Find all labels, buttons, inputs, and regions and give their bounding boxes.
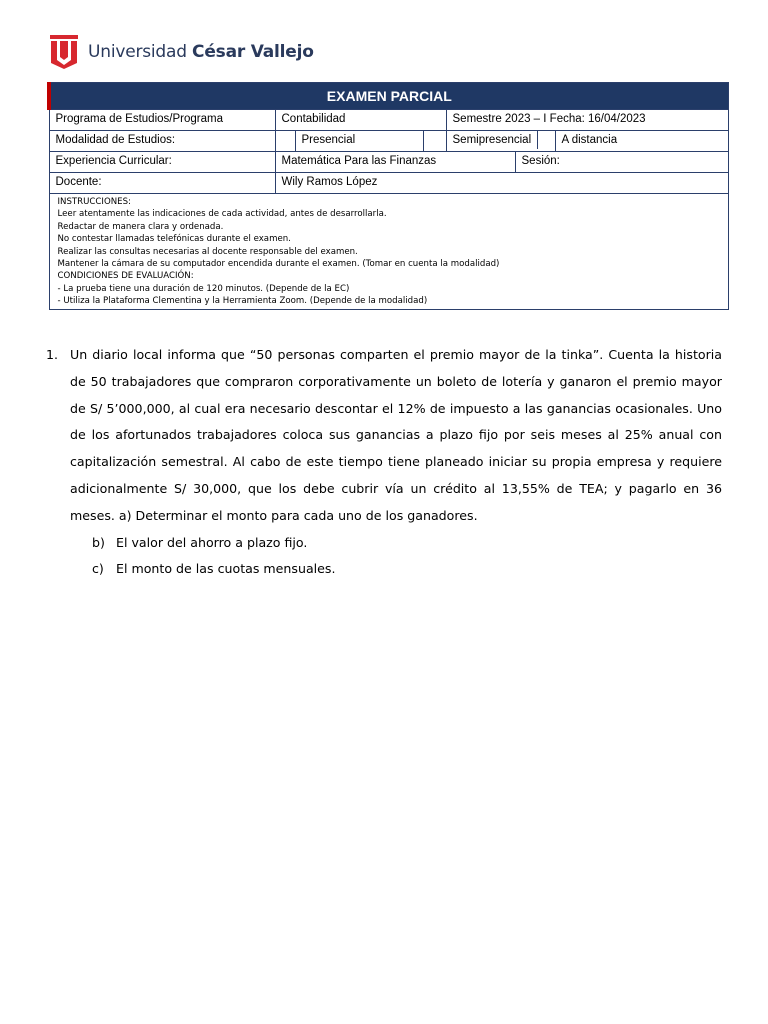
exam-info-table — [47, 82, 729, 310]
sub-item-text: El valor del ahorro a plazo fijo. — [116, 534, 308, 550]
modality-option-semipresencial: Semipresencial — [446, 131, 555, 152]
modality-option-presencial: Presencial — [295, 131, 423, 152]
sub-item-letter: b) — [92, 534, 105, 550]
instruction-line: Mantener la cámara de su computador encendida durante el examen. (Tomar en cuenta la modalidad) — [57, 259, 500, 270]
semester-date: Semestre 2023 – I Fecha: 16/04/2023 — [446, 110, 728, 131]
instructions-block — [49, 194, 728, 310]
modality-option-distancia: A distancia — [555, 131, 728, 152]
instruction-line: No contestar llamadas telefónicas durante el examen. — [57, 234, 291, 245]
sub-item-c — [46, 556, 722, 583]
instruction-line: - La prueba tiene una duración de 120 minutos. (Depende de la EC) — [57, 283, 350, 294]
university-name: Universidad César Vallejo — [88, 42, 314, 62]
modality-checkbox-semipresencial[interactable] — [423, 131, 446, 152]
modality-checkbox-distancia — [537, 131, 554, 149]
instruction-line: Realizar las consultas necesarias al docente responsable del examen. — [57, 246, 358, 257]
session-label: Sesión: — [515, 152, 728, 173]
ucv-logo-icon — [50, 35, 78, 69]
instruction-line: - Utiliza la Plataforma Clementina y la Herramienta Zoom. (Depende de la modalidad) — [57, 296, 428, 307]
sub-item-letter: c) — [92, 561, 104, 577]
instruction-line: Leer atentamente las indicaciones de cada actividad, antes de desarrollarla. — [57, 209, 387, 220]
question-text: Un diario local informa que “50 personas comparten el premio mayor de la tinka”. Cuenta la historia de 50 trabajadores que compraron corporativamente un boleto de lotería y ganaron el premio mayor de S/ 5’000,000, al cual era necesario descontar el 12% de impuesto a las ganancias ocasionales. Uno de los afortunados trabajadores coloca sus ganancias a plazo fijo por seis meses al 25% anual con capitalización semestral. Al cabo de este tiempo tiene planeado iniciar su propia empresa y requiere adicionalmente S/ 30,000, que los debe cubrir vía un crédito al 13,55% de TEA; y pagarlo en 36 meses. a) Determinar el monto para cada uno de los ganadores. — [70, 347, 722, 523]
instruction-line: CONDICIONES DE EVALUACIÓN: — [57, 271, 194, 282]
sub-item-b — [46, 530, 722, 557]
teacher-value: Wily Ramos López — [275, 173, 728, 194]
question-1 — [46, 342, 722, 530]
course-value: Matemática Para las Finanzas — [275, 152, 515, 173]
modality-label: Modalidad de Estudios: — [49, 131, 275, 152]
question-section — [46, 342, 722, 583]
instruction-line: Redactar de manera clara y ordenada. — [57, 221, 224, 232]
university-logo — [50, 34, 314, 70]
exam-title: EXAMEN PARCIAL — [49, 83, 728, 110]
course-label: Experiencia Curricular: — [49, 152, 275, 173]
sub-item-text: El monto de las cuotas mensuales. — [116, 561, 336, 577]
instruction-line: INSTRUCCIONES: — [57, 197, 131, 207]
program-label: Programa de Estudios/Programa — [49, 110, 275, 131]
teacher-label: Docente: — [49, 173, 275, 194]
program-value: Contabilidad — [275, 110, 446, 131]
modality-checkbox-presencial[interactable] — [275, 131, 295, 152]
question-number: 1. — [46, 347, 59, 362]
